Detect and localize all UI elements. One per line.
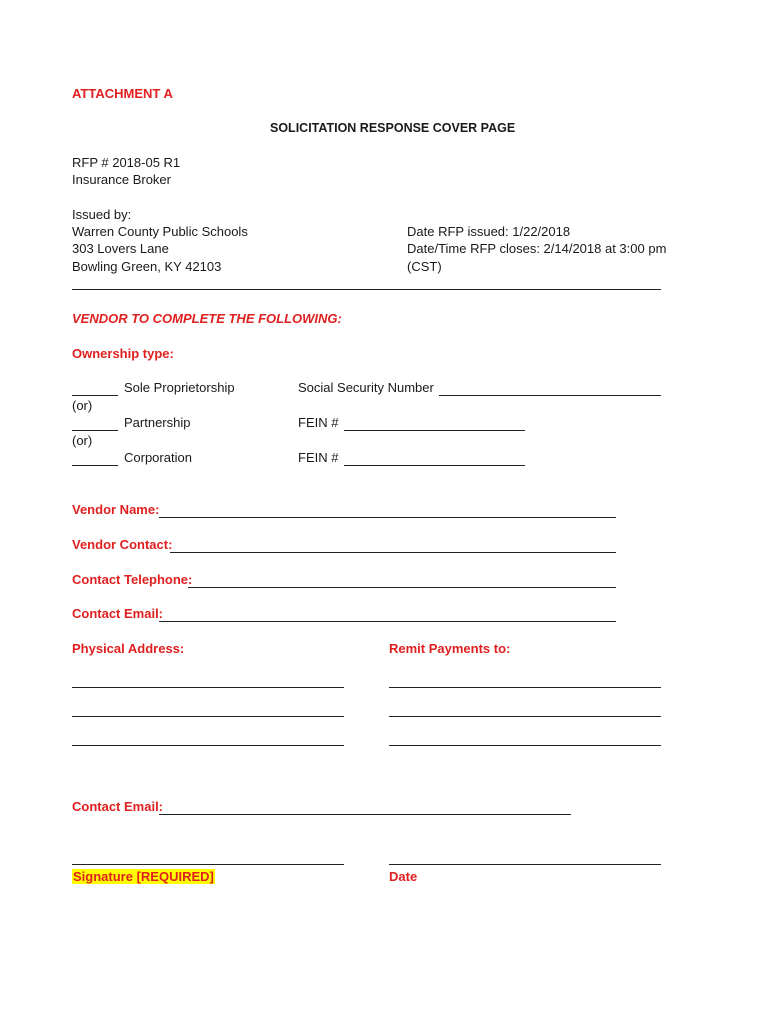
fein-label: FEIN # — [298, 415, 339, 430]
contact-email-2-label: Contact Email: — [72, 799, 164, 814]
rfp-number: RFP # 2018-05 R1 — [72, 155, 181, 170]
remit-address-line-1[interactable] — [389, 671, 661, 688]
issued-by-label: Issued by: — [72, 207, 132, 222]
vendor-contact-field[interactable] — [170, 536, 616, 553]
physical-address-label: Physical Address: — [72, 641, 185, 656]
or-text: (or) — [72, 433, 93, 448]
date-timezone: (CST) — [407, 259, 442, 274]
contact-telephone-field[interactable] — [188, 571, 616, 588]
date-issued: Date RFP issued: 1/22/2018 — [407, 224, 571, 239]
partnership-label: Partnership — [124, 415, 191, 430]
date-field[interactable] — [389, 848, 661, 865]
remit-address-line-3[interactable] — [389, 729, 661, 746]
vendor-name-label: Vendor Name: — [72, 502, 160, 517]
physical-address-line-3[interactable] — [72, 729, 344, 746]
ownership-type-label: Ownership type: — [72, 346, 174, 361]
issuer-city: Bowling Green, KY 42103 — [72, 259, 222, 274]
signature-label — [72, 868, 215, 885]
vendor-contact-label: Vendor Contact: — [72, 537, 173, 552]
vendor-name-field[interactable] — [159, 501, 616, 518]
issuer-street: 303 Lovers Lane — [72, 241, 169, 256]
sole-proprietorship-blank[interactable] — [72, 379, 118, 396]
date-closes: Date/Time RFP closes: 2/14/2018 at 3:00 pm — [407, 241, 667, 256]
contact-email-label: Contact Email: — [72, 606, 164, 621]
or-text: (or) — [72, 398, 93, 413]
remit-address-line-2[interactable] — [389, 700, 661, 717]
fein-field-corporation[interactable] — [344, 449, 525, 466]
contact-email-field[interactable] — [159, 605, 616, 622]
physical-address-line-2[interactable] — [72, 700, 344, 717]
ssn-label: Social Security Number — [298, 380, 434, 395]
signature-label-text: Signature [REQUIRED] — [73, 869, 214, 884]
sole-proprietorship-label: Sole Proprietorship — [124, 380, 235, 395]
physical-address-line-1[interactable] — [72, 671, 344, 688]
header-divider — [72, 289, 661, 290]
remit-payments-label: Remit Payments to: — [389, 641, 511, 656]
corporation-blank[interactable] — [72, 449, 118, 466]
attachment-label: ATTACHMENT A — [72, 86, 173, 101]
rfp-subject: Insurance Broker — [72, 172, 171, 187]
contact-email-2-field[interactable] — [159, 798, 571, 815]
issuer-name: Warren County Public Schools — [72, 224, 248, 239]
fein-label: FEIN # — [298, 450, 339, 465]
page-title: SOLICITATION RESPONSE COVER PAGE — [270, 121, 516, 135]
contact-telephone-label: Contact Telephone: — [72, 572, 193, 587]
ssn-field[interactable] — [439, 379, 661, 396]
vendor-section-heading: VENDOR TO COMPLETE THE FOLLOWING: — [72, 311, 342, 326]
date-label: Date — [389, 869, 418, 884]
corporation-label: Corporation — [124, 450, 192, 465]
signature-field[interactable] — [72, 848, 344, 865]
partnership-blank[interactable] — [72, 414, 118, 431]
fein-field-partnership[interactable] — [344, 414, 525, 431]
